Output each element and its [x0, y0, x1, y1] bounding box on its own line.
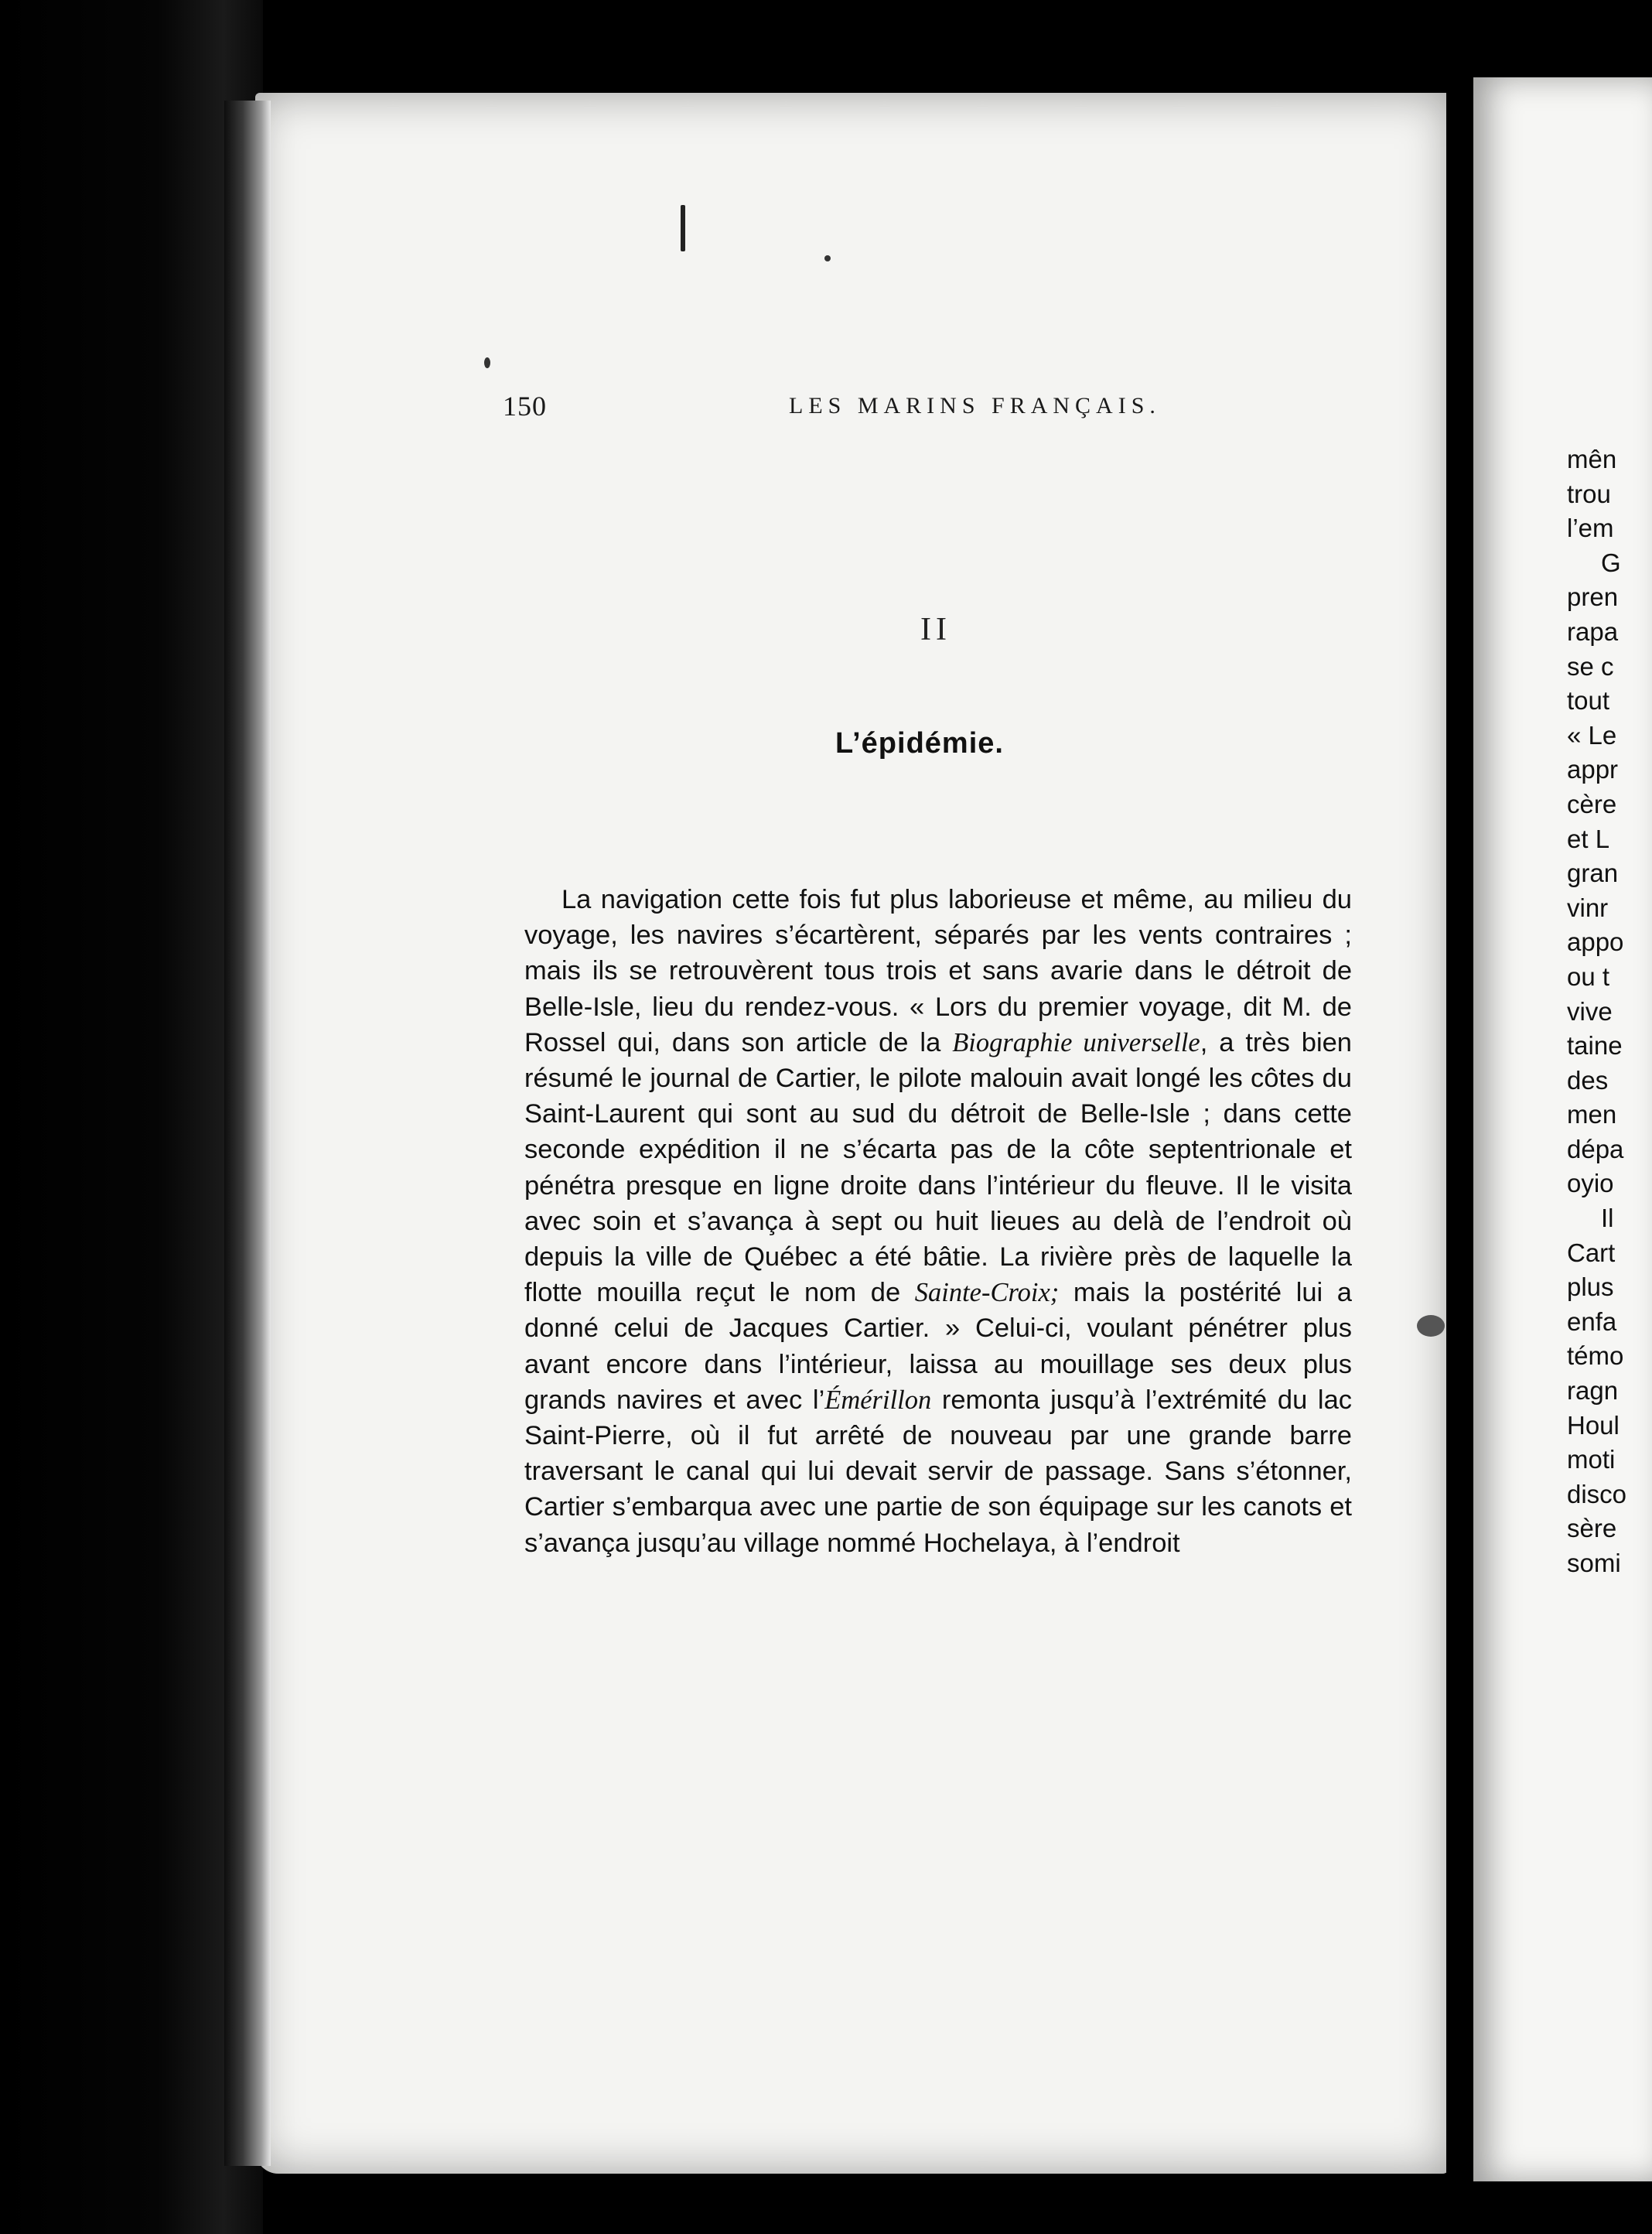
body-text-run: La navigation cette fois fut plus laborieuse et même, au milieu du voyage, les navires s’écartèrent, séparés par les vents contraires ; mais ils se retrouvèrent tous trois et sans avarie dans le détroit de Belle-Isle, lieu du rendez-vous. « Lors du premier voyage, dit M. de Rossel qui, dans son article de la: [524, 885, 1352, 1057]
right-page-line: vinr: [1567, 893, 1609, 922]
ink-speck: [824, 255, 831, 261]
right-page-line: vive: [1567, 996, 1613, 1026]
right-page-line: appo: [1567, 927, 1624, 957]
right-page-line: « Le: [1567, 720, 1617, 750]
right-page-line: se c: [1567, 651, 1614, 681]
right-page-line: tout: [1567, 686, 1610, 716]
book-edge: [0, 0, 263, 2234]
ink-speck: [1417, 1315, 1445, 1337]
right-page-line: men: [1567, 1100, 1617, 1129]
right-page-line: disco: [1567, 1479, 1627, 1508]
right-page-line: taine: [1567, 1031, 1623, 1061]
right-page-line: plus: [1567, 1272, 1614, 1302]
right-page-line: G: [1601, 548, 1621, 577]
right-page-line: sère: [1567, 1514, 1617, 1543]
right-page-line: trou: [1567, 479, 1611, 508]
body-text-run: remonta jusqu’à l’extrémité du lac Saint-Pierre, où il fut arrêté de nouveau par une grande barre traversant le canal qui lui devait servir de passage. Sans s’étonner, Cartier s’embarqua avec une partie de son équipage sur les canots et s’avança jusqu’au village nommé Hochelaya, à l’endroit: [524, 1385, 1353, 1558]
page-number: 150: [503, 391, 547, 422]
right-page-line: Il: [1601, 1204, 1614, 1233]
right-page-line: rapa: [1567, 617, 1619, 646]
right-page-line: oyio: [1567, 1169, 1614, 1198]
right-page-line: Houl: [1567, 1410, 1620, 1440]
right-page-line: témo: [1567, 1341, 1624, 1371]
right-page-line: l’em: [1567, 514, 1614, 543]
italic-title: Biographie universelle: [952, 1027, 1200, 1057]
right-page-line: pren: [1567, 582, 1619, 612]
right-page-line: ragn: [1567, 1376, 1619, 1406]
right-page-line: dépa: [1567, 1134, 1624, 1163]
ink-speck: [681, 205, 685, 251]
right-page-line: ou t: [1567, 962, 1610, 991]
right-page-line: Cart: [1567, 1238, 1616, 1267]
body-paragraph: [524, 882, 1352, 1561]
ink-speck: [484, 357, 490, 368]
right-page-fragments: [1567, 442, 1652, 1581]
book-gutter: [1446, 70, 1477, 2189]
right-page-line: mên: [1567, 445, 1617, 473]
body-text-run: mais la postérité lui a donné celui de Jacques Cartier. » Celui-ci, voulant pénétrer plus avant encore dans l’intérieur, laissa au mouillage ses deux plus grands navires et avec l’: [524, 1278, 1352, 1415]
right-page-line: somi: [1567, 1549, 1621, 1577]
italic-place-name: Sainte-Croix;: [914, 1278, 1060, 1308]
running-title: LES MARINS FRANÇAIS.: [789, 393, 1161, 418]
right-page-line: gran: [1567, 859, 1619, 888]
right-page-line: et L: [1567, 824, 1610, 853]
right-page-line: enfa: [1567, 1307, 1617, 1336]
chapter-number: II: [920, 612, 951, 647]
right-page-line: des: [1567, 1065, 1609, 1095]
chapter-title: L’épidémie.: [835, 727, 1004, 760]
right-page-line: appr: [1567, 755, 1619, 784]
body-text-run: , a très bien résumé le journal de Cartier, le pilote malouin avait longé les côtes du Saint-Laurent qui sont au sud du détroit de Belle-Isle ; dans cette seconde expédition il ne s’écarta pas de la côte septentrionale et pénétra presque en ligne droite dans l’intérieur du fleuve. Il le visita avec soin et s’avança à sept ou huit lieues au delà de l’endroit où depuis la ville de Québec a été bâtie. La rivière près de laquelle la flotte mouilla reçut le nom de: [524, 1027, 1352, 1308]
right-page-line: cère: [1567, 789, 1617, 818]
italic-ship-name: Émérillon: [824, 1385, 932, 1415]
right-page-line: moti: [1567, 1445, 1616, 1474]
